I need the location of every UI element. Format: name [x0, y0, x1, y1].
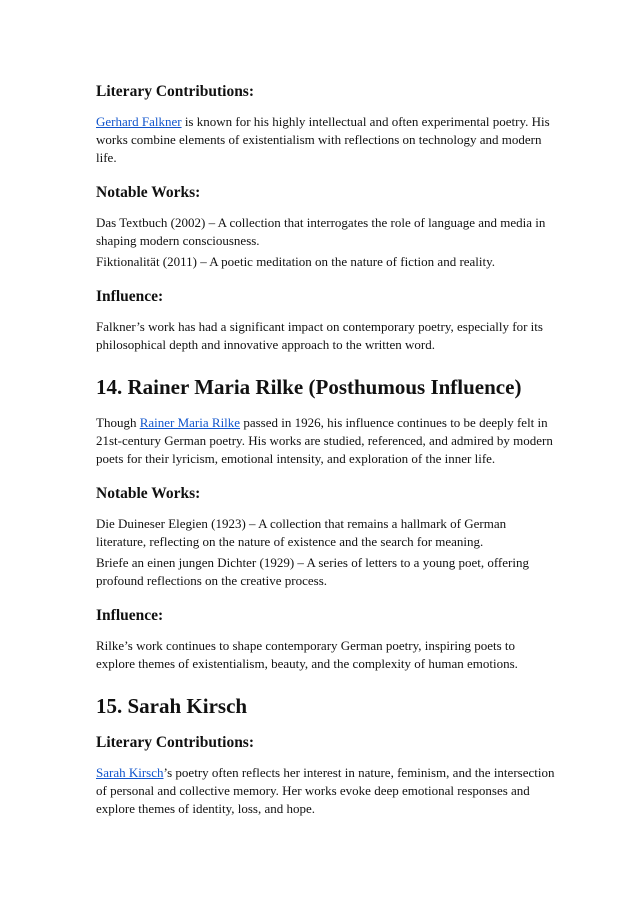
- rainer-maria-rilke-link[interactable]: Rainer Maria Rilke: [139, 415, 241, 430]
- rilke-intro-paragraph: [96, 414, 556, 468]
- literary-contributions-heading-kirsch: Literary Contributions:: [96, 734, 255, 751]
- notable-works-heading-rilke: Notable Works:: [96, 485, 201, 502]
- falkner-work-item: Das Textbuch (2002) – A collection that interrogates the role of language and media in shaping modern consciousness.: [96, 215, 546, 248]
- notable-works-heading-falkner: Notable Works:: [96, 184, 201, 201]
- sarah-kirsch-link[interactable]: Sarah Kirsch: [96, 765, 164, 780]
- rilke-work-item: Briefe an einen jungen Dichter (1929) – A series of letters to a young poet, offering profound reflections on the creative process.: [96, 555, 529, 588]
- kirsch-section-title: 15. Sarah Kirsch: [96, 694, 248, 718]
- influence-heading-falkner: Influence:: [96, 288, 164, 305]
- influence-heading-rilke: Influence:: [96, 607, 164, 624]
- document-page: [96, 78, 556, 818]
- kirsch-contributions-paragraph: [96, 764, 556, 818]
- falkner-work-item: Fiktionalität (2011) – A poetic meditation on the nature of fiction and reality.: [96, 254, 496, 269]
- falkner-influence-paragraph: Falkner’s work has had a significant impact on contemporary poetry, especially for its philosophical depth and innovative approach to the written word.: [96, 319, 543, 352]
- gerhard-falkner-link[interactable]: Gerhard Falkner: [96, 114, 182, 129]
- literary-contributions-heading-falkner: Literary Contributions:: [96, 83, 255, 100]
- rilke-influence-paragraph: Rilke’s work continues to shape contemporary German poetry, inspiring poets to explore themes of existentialism, beauty, and the complexity of human emotions.: [96, 638, 518, 671]
- rilke-intro-prefix: Though: [96, 415, 140, 430]
- falkner-contributions-paragraph: [96, 113, 556, 167]
- falkner-contributions-text: is known for his highly intellectual and often experimental poetry. His works combine elements of existentialism with reflections on technology and modern life.: [96, 114, 550, 165]
- kirsch-contributions-text: ’s poetry often reflects her interest in nature, feminism, and the intersection of personal and collective memory. Her works evoke deep emotional responses and explore themes of identity, loss, and hope.: [96, 765, 555, 816]
- rilke-section-title: 14. Rainer Maria Rilke (Posthumous Influence): [96, 375, 522, 399]
- rilke-intro-text: passed in 1926, his influence continues to be deeply felt in 21st-century German poetry. His works are studied, referenced, and admired by modern poets for their lyricism, emotional intensity, and exploration of the inner life.: [96, 415, 553, 466]
- rilke-work-item: Die Duineser Elegien (1923) – A collection that remains a hallmark of German literature, reflecting on the nature of existence and the search for meaning.: [96, 516, 507, 549]
